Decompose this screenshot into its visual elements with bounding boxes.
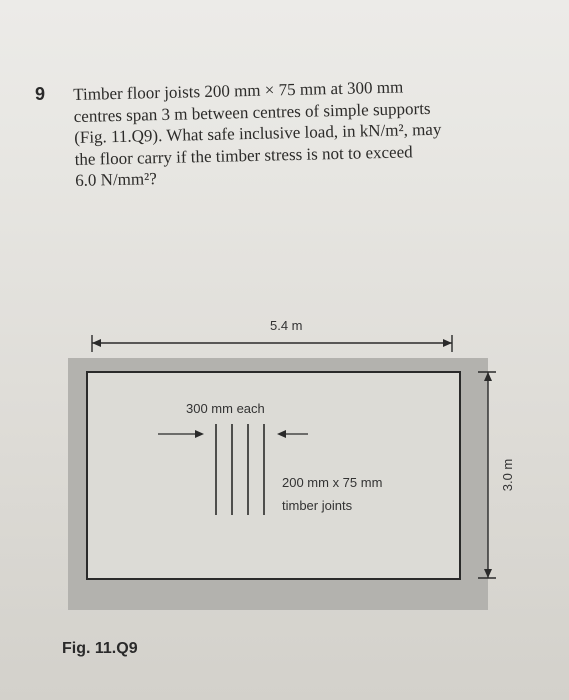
question-line: Timber floor joists 200 mm × 75 mm at 300 mm <box>73 77 404 104</box>
question-line: the floor carry if the timber stress is not to exceed <box>74 141 413 169</box>
spacing-label: 300 mm each <box>186 401 265 416</box>
figure-caption: Fig. 11.Q9 <box>62 640 138 657</box>
question-number: 9 <box>35 84 46 104</box>
width-dimension-label: 5.4 m <box>270 318 303 333</box>
joist-name-label: timber joints <box>282 498 353 513</box>
question-line: centres span 3 m between centres of simple supports <box>73 98 431 126</box>
joist-size-label: 200 mm x 75 mm <box>282 475 383 490</box>
arrowhead-left-icon <box>92 339 101 347</box>
question-line: 6.0 N/mm²? <box>74 169 157 190</box>
question-line: (Fig. 11.Q9). What safe inclusive load, in kN/m², may <box>73 119 442 147</box>
arrowhead-right-icon <box>443 339 452 347</box>
floor-outline <box>87 372 460 579</box>
height-dimension-label: 3.0 m <box>500 458 515 492</box>
